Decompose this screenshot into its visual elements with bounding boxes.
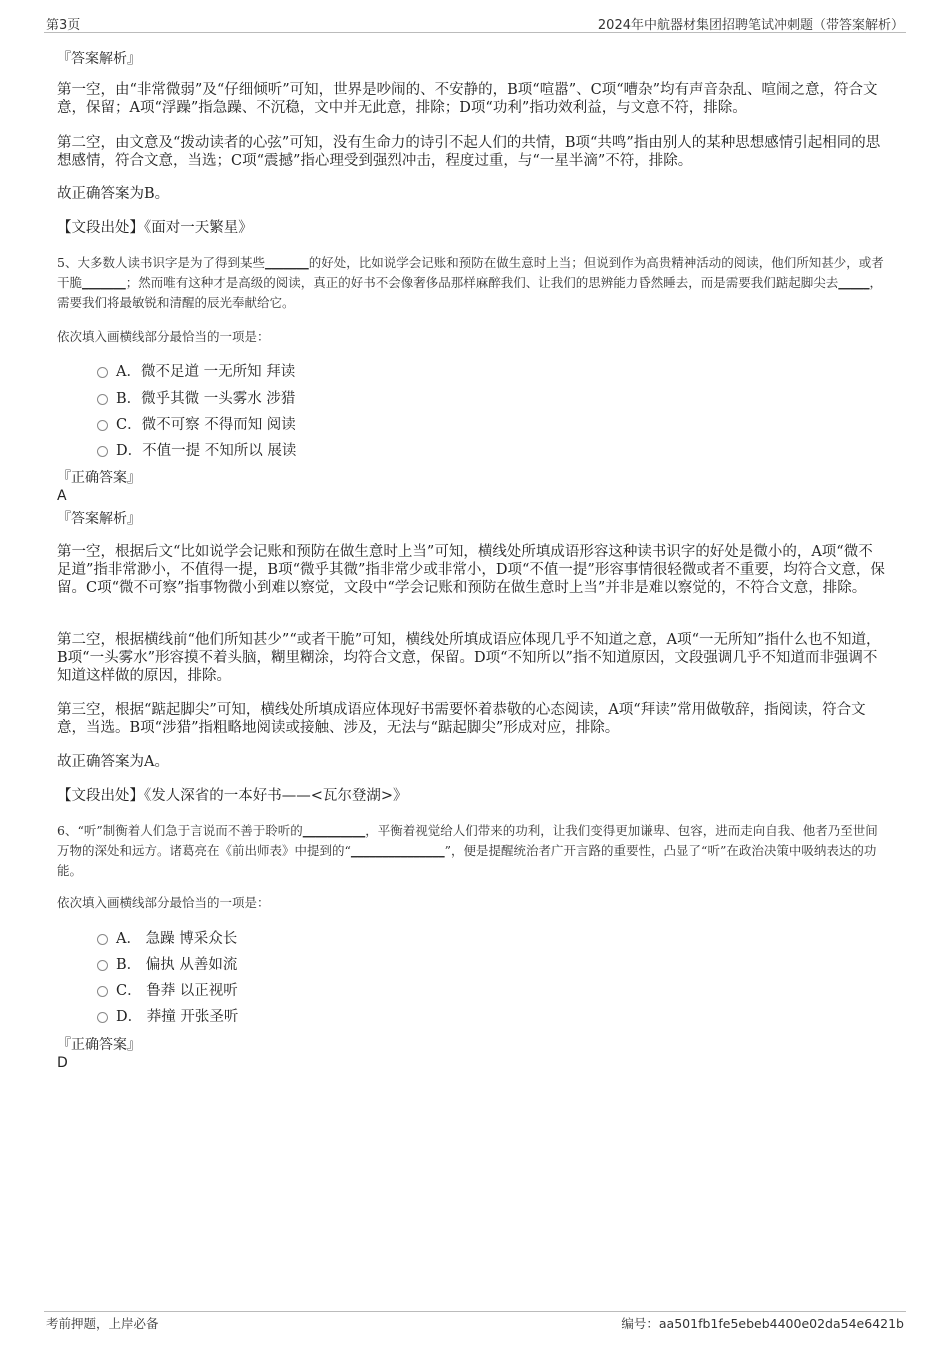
q5-prompt: 依次填入画横线部分最恰当的一项是： [57,329,270,344]
q5-correct-label: 『正确答案』 [57,470,141,486]
q4-conclusion: 故正确答案为B。 [57,186,170,202]
q5-analysis-p1: 第一空，根据后文“比如说学会记账和预防在做生意时上当”可知，横线处所填成语形容这种读书识字的好处是微小的，A项“微不足道”指非常渺小，不值得一提，B项“微乎其微”指非常少或非常小，D项“不值一提”形容事情很轻微或者不重要，均符合文意，保留。C项“微不可察”指事物微小到难以察觉，文段中“学会记账和预防在做生意时上当”并非是难以察觉的，不符合文意，排除。 [57,544,885,596]
radio-icon[interactable] [97,420,108,431]
radio-icon[interactable] [97,960,108,971]
page-header [44,14,906,33]
q5-option-d[interactable]: D．不值一提 不知所以 展读 [97,442,296,460]
q5-blank-1: _______ [264,255,309,270]
q5-stem: 5、大多数人读书识字是为了得到某些_______的好处，比如说学会记账和预防在做生意时上当；但说到作为高贵精神活动的阅读，他们所知甚少，或者干脆_______；然而唯有这种才是高级的阅读，真正的好书不会像奢侈品那样麻醉我们、让我们的思辨能力昏然睡去，而是需要我们踮起脚尖去_____，需要我们将最敏锐和清醒的辰光奉献给它。 [57,255,884,310]
document-code: 编号：aa501fb1fe5ebeb4400e02da54e6421b [621,1316,904,1331]
radio-icon[interactable] [97,367,108,378]
q5-source: 【文段出处】《发人深省的一本好书——<瓦尔登湖>》 [57,788,408,804]
q6-stem: 6、“听”制衡着人们急于言说而不善于聆听的__________，平衡着视觉给人们带来的功利，让我们变得更加谦卑、包容，进而走向自我、他者乃至世间万物的深处和远方。诸葛亮在《前出师表》中提到的“_______________”，便是提醒统治者广开言路的重要性，凸显了“听”在政治决策中吸纳表达的功能。 [57,823,878,878]
q4-source: 【文段出处】《面对一天繁星》 [57,220,253,236]
q6-option-c[interactable]: C． 鲁莽 以正视听 [97,982,238,1000]
radio-icon[interactable] [97,1012,108,1023]
q6-blank-2: _______________ [350,843,445,858]
q6-option-a[interactable]: A． 急躁 博采众长 [97,930,237,948]
q6-option-d[interactable]: D． 莽撞 开张圣听 [97,1008,238,1026]
q5-conclusion: 故正确答案为A。 [57,754,169,770]
q4-analysis-p1: 第一空，由“非常微弱”及“仔细倾听”可知，世界是吵闹的、不安静的，B项“喧嚣”、C项“嘈杂”均有声音杂乱、喧闹之意，符合文意，保留；A项“浮躁”指急躁、不沉稳，文中并无此意，排除；D项“功利”指功效利益，与文意不符，排除。 [57,82,878,116]
q6-prompt: 依次填入画横线部分最恰当的一项是： [57,895,270,910]
radio-icon[interactable] [97,986,108,997]
q5-option-c[interactable]: C．微不可察 不得而知 阅读 [97,416,296,434]
page-footer [44,1311,906,1332]
q6-blank-1: __________ [302,823,366,838]
page-number: 第3页 [46,18,81,33]
q6-correct-answer: D [57,1055,68,1071]
q5-option-b[interactable]: B．微乎其微 一头雾水 涉猎 [97,390,295,408]
q5-correct-answer: A [57,488,67,504]
radio-icon[interactable] [97,446,108,457]
q5-option-a[interactable]: A．微不足道 一无所知 拜读 [97,363,295,381]
footer-slogan: 考前押题，上岸必备 [46,1316,159,1331]
q5-analysis-label: 『答案解析』 [57,511,141,527]
q6-option-b[interactable]: B． 偏执 从善如流 [97,956,237,974]
q4-analysis-p2: 第二空，由文意及“拨动读者的心弦”可知，没有生命力的诗引不起人们的共情，B项“共鸣”指由别人的某种思想感情引起相同的思想感情，符合文意，当选；C项“震撼”指心理受到强烈冲击，程度过重，与“一星半滴”不符，排除。 [57,135,881,169]
q5-analysis-p2: 第二空，根据横线前“他们所知甚少”“或者干脆”可知，横线处所填成语应体现几乎不知道之意，A项“一无所知”指什么也不知道，B项“一头雾水”形容摸不着头脑，糊里糊涂，均符合文意，保留。D项“不知所以”指不知道原因，文段强调几乎不知道而非强调不知道这样做的原因，排除。 [57,632,881,684]
q5-blank-2: _______ [82,275,126,290]
q6-correct-label: 『正确答案』 [57,1037,141,1053]
q4-analysis-label: 『答案解析』 [57,51,141,67]
q5-analysis-p3: 第三空，根据“踮起脚尖”可知，横线处所填成语应体现好书需要怀着恭敬的心态阅读，A项“拜读”常用做敬辞，指阅读，符合文意，当选。B项“涉猎”指粗略地阅读或接触、涉及，无法与“踮起脚尖”形成对应，排除。 [57,702,866,736]
document-title: 2024年中航器材集团招聘笔试冲刺题（带答案解析） [597,18,904,33]
radio-icon[interactable] [97,394,108,405]
q5-blank-3: _____ [838,275,870,290]
radio-icon[interactable] [97,934,108,945]
